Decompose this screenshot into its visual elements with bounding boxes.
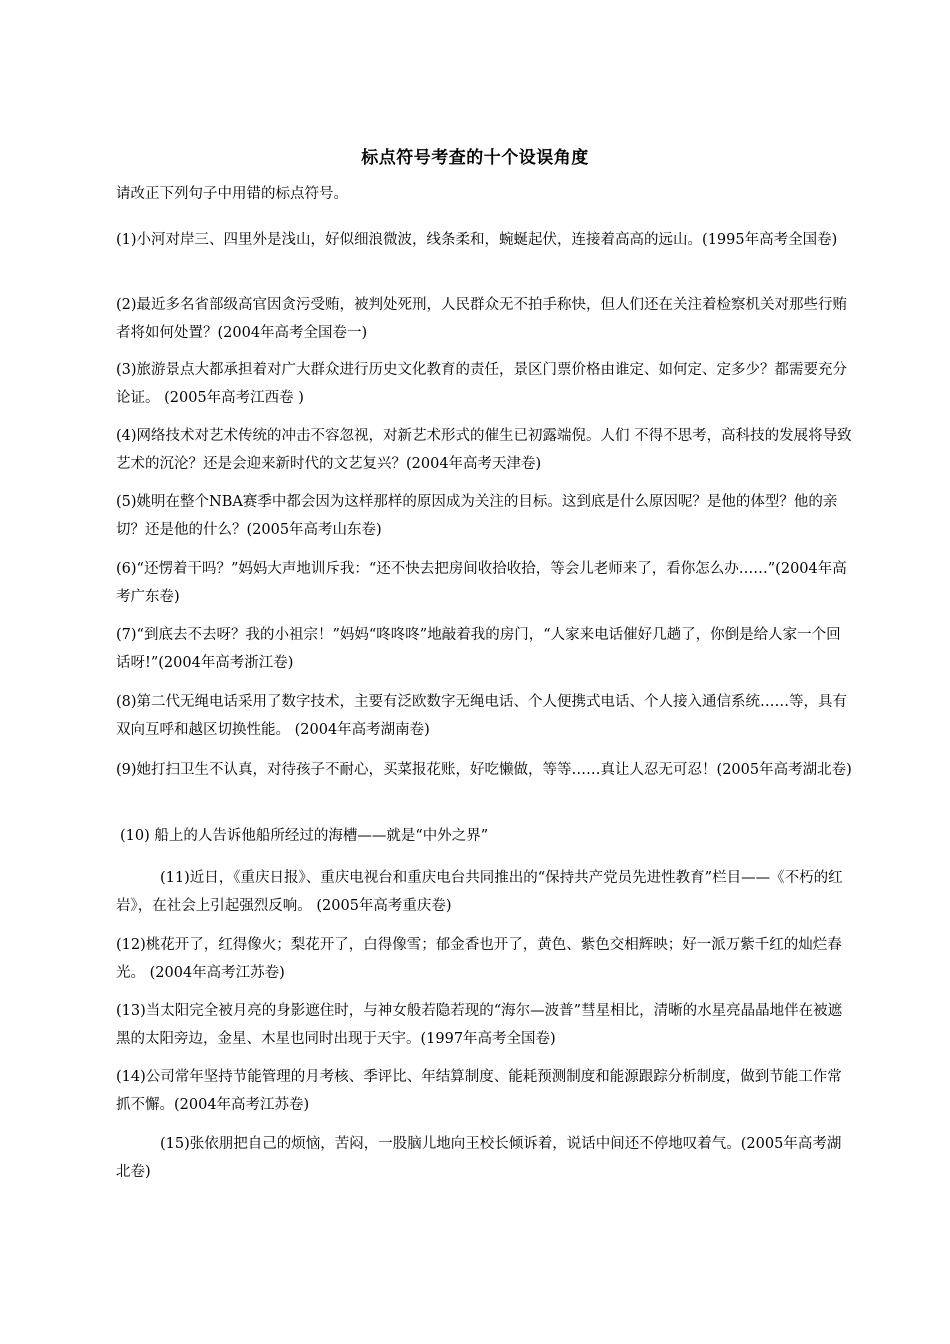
instruction-text: 请改正下列句子中用错的标点符号。 bbox=[116, 186, 348, 202]
question-item-2: (2)最近多名省部级高官因贪污受贿，被判处死刑，人民群众无不拍手称快，但人们还在关注着检察机关对那些行贿者将如何处置？(2004年高考全国卷一) bbox=[116, 297, 848, 341]
question-item-15: (15)张依朋把自己的烦恼，苦闷，一股脑儿地向王校长倾诉着，说话中间还不停地叹着气。(2005年高考湖北卷) bbox=[116, 1136, 842, 1180]
question-item-3: (3)旅游景点大都承担着对广大群众进行历史文化教育的责任，景区门票价格由谁定、如何定、定多少？都需要充分论证。 (2005年高考江西卷 ) bbox=[116, 362, 848, 406]
question-item-14: (14)公司常年坚持节能管理的月考核、季评比、年结算制度、能耗预测制度和能源跟踪分析制度，做到节能工作常抓不懈。(2004年高考江苏卷) bbox=[116, 1069, 842, 1113]
question-item-10: (10) 船上的人告诉他船所经过的海槽——就是“中外之界” bbox=[120, 828, 489, 844]
question-item-5: (5)姚明在整个NBA赛季中都会因为这样那样的原因成为关注的目标。这到底是什么原因呢？是他的体型？他的亲切？还是他的什么？(2005年高考山东卷) bbox=[116, 494, 838, 538]
question-item-4: (4)网络技术对艺术传统的冲击不容忽视，对新艺术形式的催生已初露端倪。人们 不得不思考，高科技的发展将导致艺术的沉沦？还是会迎来新时代的文艺复兴？(2004年高考天津卷) bbox=[116, 428, 852, 472]
question-item-13: (13)当太阳完全被月亮的身影遮住时，与神女般若隐若现的“海尔—波普”彗星相比，清晰的水星亮晶晶地伴在被遮黑的太阳旁边，金星、木星也同时出现于天宇。(1997年高考全国卷) bbox=[116, 1003, 843, 1047]
question-item-1: (1)小河对岸三、四里外是浅山，好似细浪微波，线条柔和，蜿蜒起伏，连接着高高的远山。(1995年高考全国卷) bbox=[116, 232, 838, 248]
question-item-9: (9)她打扫卫生不认真，对待孩子不耐心，买菜报花账，好吃懒做，等等……真让人忍无可忍！(2005年高考湖北卷) bbox=[116, 762, 852, 778]
question-item-11: (11)近日，《重庆日报》、重庆电视台和重庆电台共同推出的“保持共产党员先进性教育”栏目——《不朽的红岩》，在社会上引起强烈反响。 (2005年高考重庆卷) bbox=[116, 870, 843, 914]
question-item-8: (8)第二代无绳电话采用了数字技术，主要有泛欧数字无绳电话、个人便携式电话、个人接入通信系统……等，具有双向互呼和越区切换性能。 (2004年高考湖南卷) bbox=[116, 694, 848, 738]
document-title: 标点符号考查的十个设误角度 bbox=[361, 148, 589, 168]
question-item-6: (6)“还愣着干吗？”妈妈大声地训斥我：“还不快去把房间收拾收拾，等会儿老师来了，看你怎么办……”(2004年高考广东卷) bbox=[116, 561, 847, 605]
question-item-12: (12)桃花开了，红得像火；梨花开了，白得像雪；郁金香也开了，黄色、紫色交相辉映；好一派万紫千红的灿烂春光。 (2004年高考江苏卷) bbox=[116, 937, 842, 981]
question-item-7: (7)“到底去不去呀？我的小祖宗！”妈妈“咚咚咚”地敲着我的房门，“人家来电话催好几趟了，你倒是给人家一个回话呀!”(2004年高考浙江卷) bbox=[116, 627, 841, 671]
